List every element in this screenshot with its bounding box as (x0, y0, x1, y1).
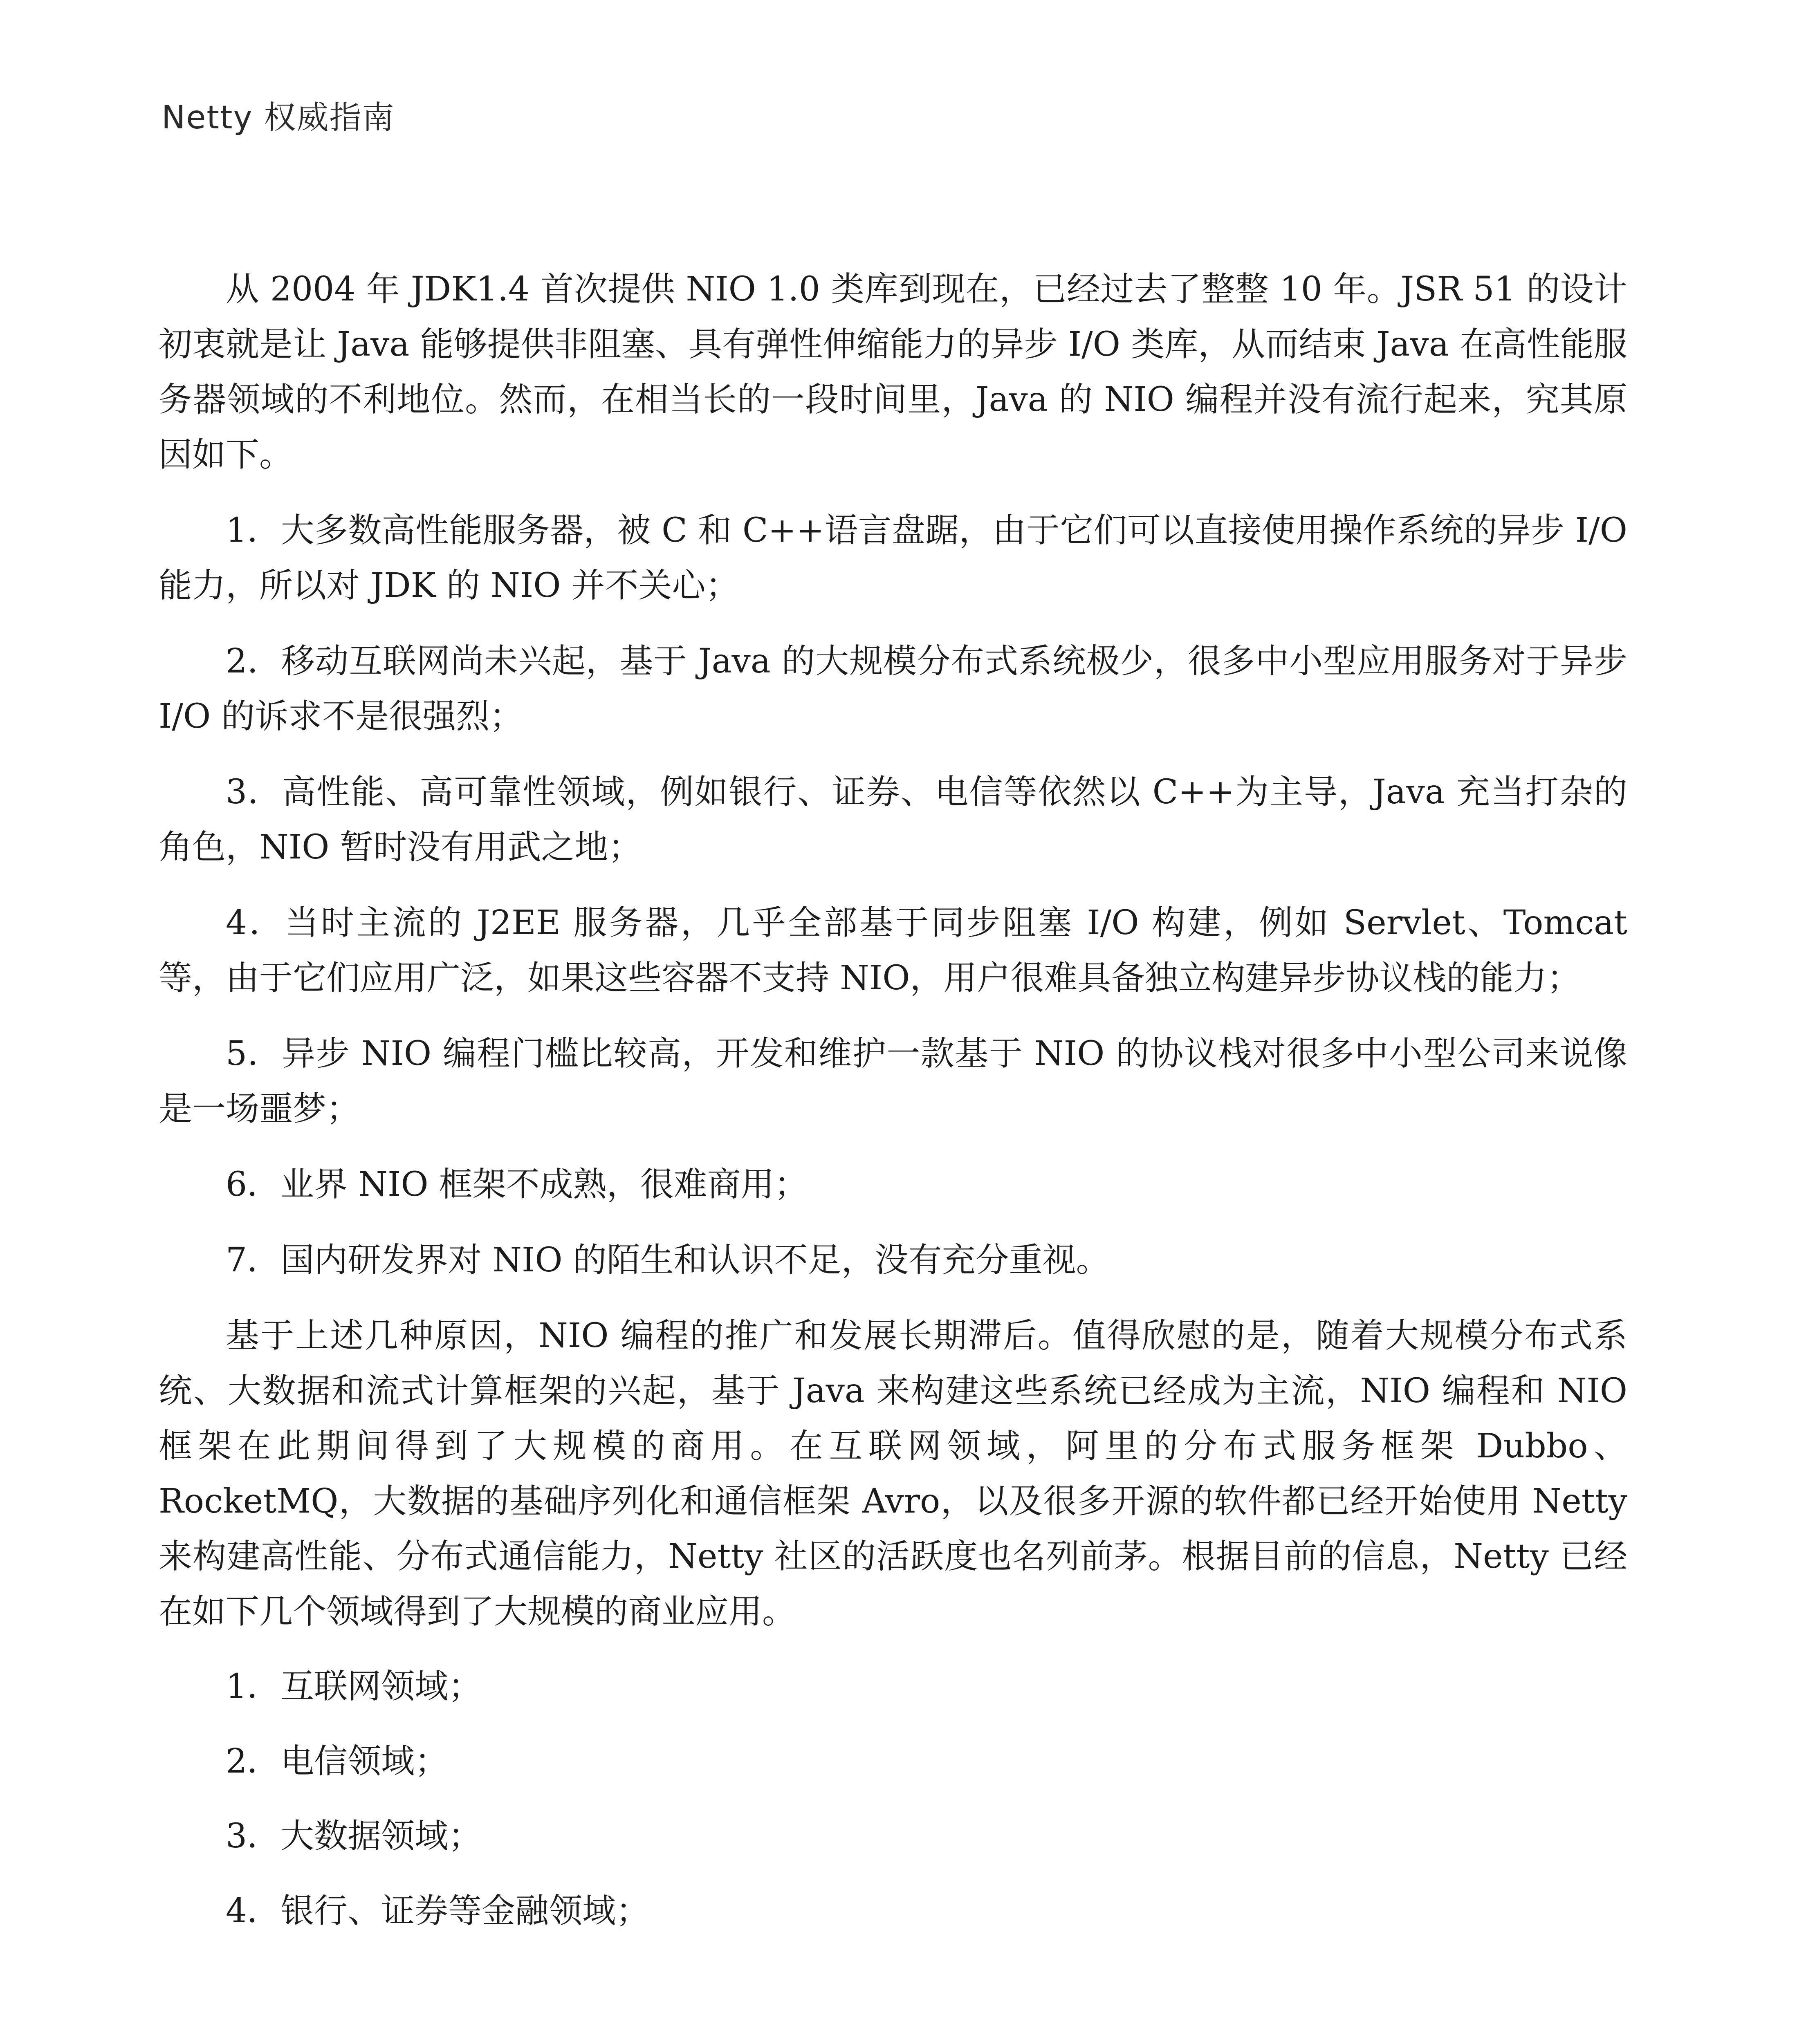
reason-item-1: 1．大多数高性能服务器，被 C 和 C++语言盘踞，由于它们可以直接使用操作系统的异步 I/O 能力，所以对 JDK 的 NIO 并不关心； (159, 511, 1627, 605)
domain-item-3: 3．大数据领域； (226, 1817, 482, 1856)
domain-item-2: 2．电信领域； (226, 1742, 449, 1781)
reason-item-3: 3．高性能、高可靠性领域，例如银行、证券、电信等依然以 C++为主导，Java 充当打杂的角色，NIO 暂时没有用武之地； (159, 773, 1627, 867)
page-body (159, 262, 1627, 1939)
summary-paragraph: 基于上述几种原因，NIO 编程的推广和发展长期滞后。值得欣慰的是，随着大规模分布式系统、大数据和流式计算框架的兴起，基于 Java 来构建这些系统已经成为主流，NIO 编程和 NIO 框架在此期间得到了大规模的商用。在互联网领域，阿里的分布式服务框架 Dubbo、RocketMQ，大数据的基础序列化和通信框架 Avro，以及很多开源的软件都已经开始使用 Netty 来构建高性能、分布式通信能力，Netty 社区的活跃度也名列前茅。根据目前的信息，Netty 已经在如下几个领域得到了大规模的商业应用。 (159, 1316, 1627, 1631)
reason-item-6: 6．业界 NIO 框架不成熟，很难商用； (226, 1165, 808, 1204)
running-header: Netty 权威指南 (162, 99, 395, 136)
reason-item-5: 5．异步 NIO 编程门槛比较高，开发和维护一款基于 NIO 的协议栈对很多中小型公司来说像是一场噩梦； (159, 1034, 1627, 1128)
domain-item-1: 1．互联网领域； (226, 1667, 482, 1706)
domain-item-4: 4．银行、证券等金融领域； (226, 1892, 650, 1930)
reason-item-4: 4．当时主流的 J2EE 服务器，几乎全部基于同步阻塞 I/O 构建，例如 Servlet、Tomcat 等，由于它们应用广泛，如果这些容器不支持 NIO，用户很难具备独立构建异步协议栈的能力； (159, 903, 1627, 997)
reason-item-2: 2．移动互联网尚未兴起，基于 Java 的大规模分布式系统极少，很多中小型应用服务对于异步 I/O 的诉求不是很强烈； (159, 642, 1627, 736)
intro-paragraph: 从 2004 年 JDK1.4 首次提供 NIO 1.0 类库到现在，已经过去了整整 10 年。JSR 51 的设计初衷就是让 Java 能够提供非阻塞、具有弹性伸缩能力的异步 I/O 类库，从而结束 Java 在高性能服务器领域的不利地位。然而，在相当长的一段时间里，Java 的 NIO 编程并没有流行起来，究其原因如下。 (159, 270, 1627, 474)
reason-item-7: 7．国内研发界对 NIO 的陌生和认识不足，没有充分重视。 (226, 1241, 1110, 1280)
